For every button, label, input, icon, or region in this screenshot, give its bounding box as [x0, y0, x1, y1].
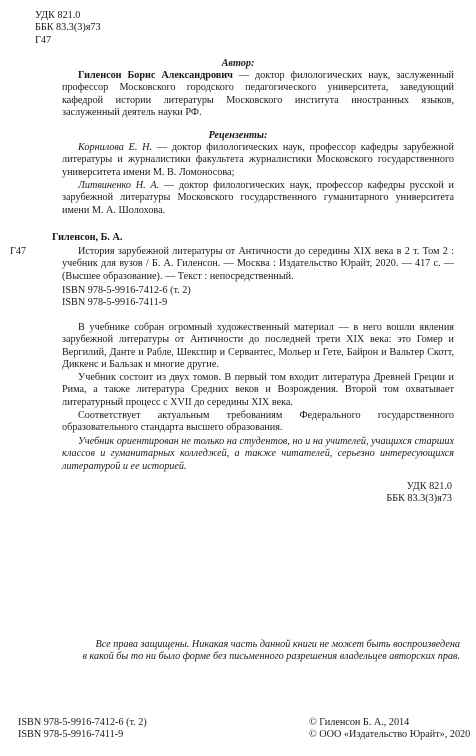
abstract-paragraph-4: Учебник ориентирован не только на студентов, но и на учителей, учащихся старших классов и гуманитарных колледжей, а также читателей, серьезно интересующихся литературой и ее историей.	[62, 436, 454, 472]
bib-author	[52, 232, 122, 244]
isbn-set: ISBN 978-5-9916-7411-9	[62, 297, 168, 309]
copyright-publisher: © ООО «Издательство Юрайт», 2020	[309, 729, 471, 741]
reviewer-1-name: Корнилова Е. Н.	[78, 142, 153, 153]
reviewer-2-description: — доктор филологических наук, профессор кафедры русской и зарубежной литературы Московского государственного гуманитарного университета имени М. А. Шолохова.	[62, 180, 454, 216]
top-classification-codes	[35, 10, 101, 47]
udk-code: УДК 821.0	[35, 10, 81, 21]
author-name: Гиленсон Борис Александрович	[78, 70, 233, 81]
abstract-paragraph-3: Соответствует актуальным требованиям Федерального государственного образовательного стандарта высшего образования.	[62, 410, 454, 434]
isbn-volume: ISBN 978-5-9916-7412-6 (т. 2)	[62, 285, 191, 296]
reviewer-2-name: Литвиненко Н. А.	[78, 180, 160, 191]
abstract-paragraph-2: Учебник состоит из двух томов. В первый том входит литература Древней Греции и Рима, а также литература Средних веков и Возрождения. Второй том охватывает литературный процесс с XVII до середины XIX века.	[62, 372, 454, 408]
reviewers-section-title: Рецензенты:	[208, 130, 268, 141]
author-description: — доктор филологических наук, заслуженный профессор Московского городского педагогического университета, заведующий кафедрой истории литературы Московского института иностранных языков, заслуженный деятель науки РФ.	[62, 70, 454, 119]
bottom-udk-code: УДК 821.0	[406, 481, 452, 492]
bib-mark: Г47	[10, 246, 27, 257]
isbn-block	[62, 285, 454, 310]
reviewer-1-paragraph	[62, 142, 454, 179]
author-section-title: Автор:	[221, 58, 255, 69]
footer-copyright-block	[309, 717, 470, 742]
copyright-author: © Гиленсон Б. А., 2014	[309, 717, 410, 728]
rights-line-1: Все права защищены. Никакая часть данной книги не может быть воспроизведена	[95, 639, 460, 650]
bib-author-name: Гиленсон, Б. А.	[52, 232, 123, 243]
footer-isbn-volume: ISBN 978-5-9916-7412-6 (т. 2)	[18, 717, 147, 728]
abstract-paragraph-1: В учебнике собран огромный художественный материал — в него вошли явления зарубежной литературы от Античности до последней трети XIX века: это Гомер и Вергилий, Данте и Рабле, Шекспир и Сервантес, Мольер и Гете, Байрон и Вальтер Скотт, Диккенс и Бальзак и многие другие.	[62, 322, 454, 371]
rights-line-2: в какой бы то ни было форме без письменного разрешения владельцев авторских прав.	[82, 651, 460, 663]
rights-notice	[60, 639, 460, 664]
footer-isbn-set: ISBN 978-5-9916-7411-9	[18, 729, 124, 741]
reviewer-1-description: — доктор филологических наук, профессор кафедры зарубежной литературы и журналистики факультета журналистики Московского государственного университета имени М. В. Ломоносова;	[62, 142, 454, 178]
author-mark: Г47	[35, 34, 52, 46]
bottom-bbk-code: ББК 83.3(3)я73	[386, 493, 452, 504]
reviewer-2-paragraph	[62, 180, 454, 217]
footer-isbn-block	[18, 717, 147, 742]
bbk-code: ББК 83.3(3)я73	[35, 22, 101, 34]
bib-description: История зарубежной литературы от Античности до середины XIX века в 2 т. Том 2 : учебник для вузов / Б. А. Гиленсон. — Москва : Издательство Юрайт, 2020. — 417 с. — (Высшее образование). — Текст : непосредственный.	[62, 246, 454, 282]
author-paragraph	[62, 70, 454, 120]
